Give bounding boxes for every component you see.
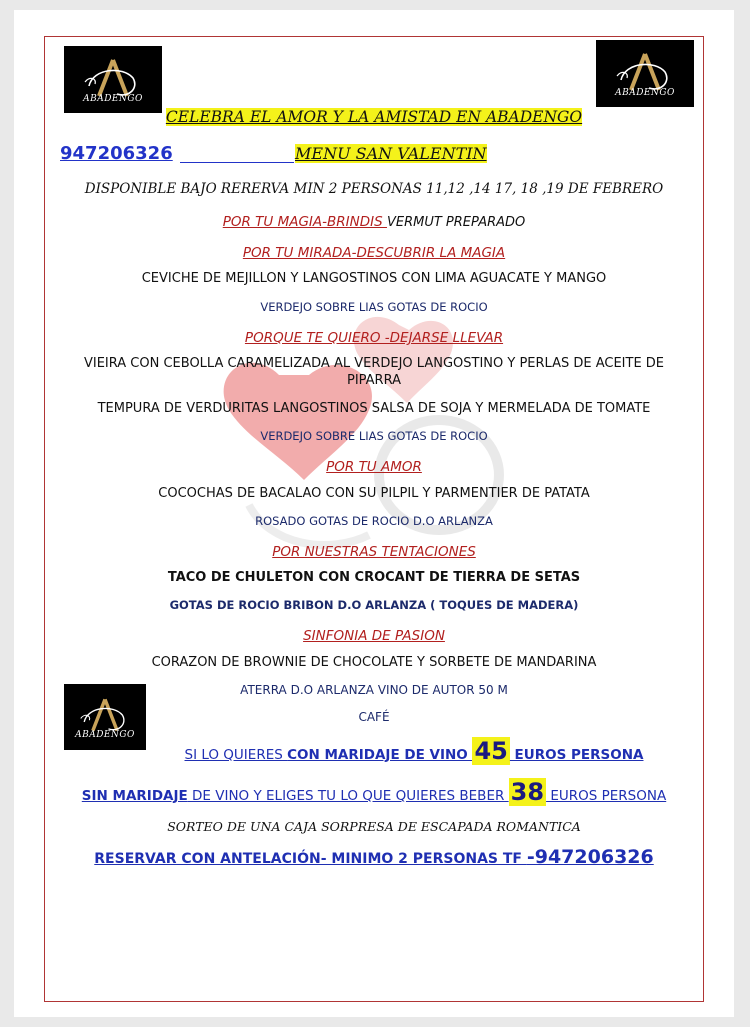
wine-pairing: GOTAS DE ROCIO BRIBON D.O ARLANZA ( TOQUES DE MADERA)	[169, 598, 579, 612]
abadengo-logo: ABADENGO	[64, 684, 146, 750]
reserve-text: RESERVAR CON ANTELACIÓN- MINIMO 2 PERSONAS TF	[94, 851, 527, 867]
raffle-text: SORTEO DE UNA CAJA SORPRESA DE ESCAPADA ROMANTICA	[167, 819, 581, 834]
dish-item: COCOCHAS DE BACALAO CON SU PILPIL Y PARMENTIER DE PATATA	[158, 486, 590, 501]
price-45: 45	[474, 737, 508, 765]
section-mirada	[44, 242, 704, 261]
dish-item: CORAZON DE BROWNIE DE CHOCOLATE Y SORBETE DE MANDARINA	[151, 655, 597, 670]
coffee-item: CAFÉ	[358, 710, 390, 724]
section-title: PORQUE TE QUIERO -DEJARSE LLEVAR	[244, 330, 504, 346]
title-line	[44, 108, 704, 126]
dish-item: VIEIRA CON CEBOLLA CARAMELIZADA AL VERDEJO LANGOSTINO Y PERLAS DE ACEITE DE	[83, 356, 665, 371]
section-title: POR TU MIRADA-DESCUBRIR LA MAGIA	[242, 245, 506, 261]
wine-pairing: VERDEJO SOBRE LIAS GOTAS DE ROCIO	[260, 300, 488, 314]
price-without-wine: SIN MARIDAJE DE VINO Y ELIGES TU LO QUE QUIERES BEBER 38 EUROS PERSONA	[81, 778, 667, 806]
page-title: CELEBRA EL AMOR Y LA AMISTAD EN ABADENGO	[165, 108, 583, 126]
dish-item-continued: PIPARRA	[346, 373, 401, 388]
abadengo-logo: ABADENGO	[64, 46, 162, 113]
section-title: SINFONIA DE PASION	[303, 628, 445, 644]
wine-pairing: VERDEJO SOBRE LIAS GOTAS DE ROCIO	[260, 429, 488, 443]
section-amor	[44, 456, 704, 475]
abadengo-logo: ABADENGO	[596, 40, 694, 107]
menu-title: MENU SAN VALENTIN	[295, 144, 487, 163]
drink-item: VERMUT PREPARADO	[386, 215, 526, 230]
price-with-wine: SI LO QUIERES CON MARIDAJE DE VINO 45 EUROS PERSONA	[184, 737, 644, 765]
section-title: POR NUESTRAS TENTACIONES	[272, 544, 476, 560]
price-38: 38	[510, 778, 545, 806]
dish-item: TEMPURA DE VERDURITAS LANGOSTINOS SALSA DE SOJA Y MERMELADA DE TOMATE	[97, 401, 651, 416]
section-title: POR TU MAGIA-BRINDIS	[222, 214, 387, 230]
section-brindis	[44, 211, 704, 230]
wine-pairing: ATERRA D.O ARLANZA VINO DE AUTOR 50 M	[240, 683, 508, 697]
wine-pairing: ROSADO GOTAS DE ROCIO D.O ARLANZA	[255, 514, 493, 528]
dish-item: CEVICHE DE MEJILLON Y LANGOSTINOS CON LIMA AGUACATE Y MANGO	[141, 271, 607, 286]
reserve-phone[interactable]: -947206326	[526, 846, 654, 868]
hearts-decoration-icon	[209, 305, 589, 605]
phone-number[interactable]: 947206326	[60, 143, 173, 164]
availability-text: DISPONIBLE BAJO RERERVA MIN 2 PERSONAS 11,12 ,14 17, 18 ,19 DE FEBRERO	[84, 181, 664, 197]
section-tentaciones	[44, 541, 704, 560]
dish-item: TACO DE CHULETON CON CROCANT DE TIERRA DE SETAS	[167, 570, 581, 585]
menu-sheet	[14, 10, 734, 1017]
phone-underline	[180, 162, 294, 163]
section-title: POR TU AMOR	[326, 459, 422, 475]
reserve-line	[44, 846, 704, 868]
section-sinfonia	[44, 625, 704, 644]
section-quiero	[44, 327, 704, 346]
